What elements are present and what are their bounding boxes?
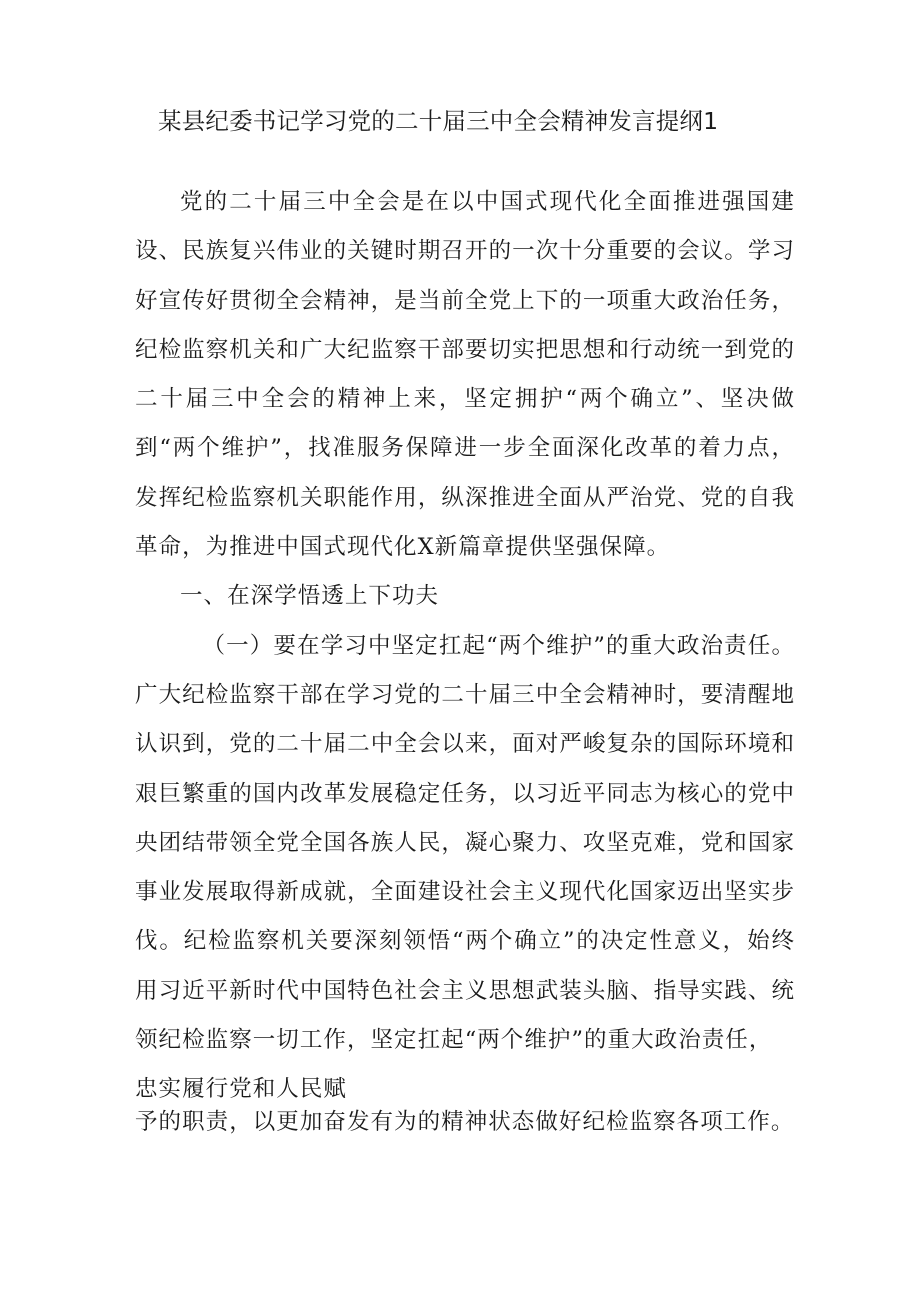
intro-paragraph: 党的二十届三中全会是在以中国式现代化全面推进强国建设、民族复兴伟业的关键时期召开的一次十分重要的会议。学习好宣传好贯彻全会精神，是当前全党上下的一项重大政治任务，纪检监察机关和广大纪监察干部要切实把思想和行动统一到党的二十届三中全会的精神上来，坚定拥护“两个确立”、坚决做到“两个维护”，找准服务保障进一步全面深化改革的着力点，发挥纪检监察机关职能作用，纵深推进全面从严治党、党的自我革命，为推进中国式现代化X新篇章提供坚强保障。 [135,189,795,561]
subsection-paragraph-1: （一）要在学习中坚定扛起“两个维护”的重大政治责任。广大纪检监察干部在学习党的二十届三中全会精神时，要清醒地认识到，党的二十届二中全会以来，面对严峻复杂的国际环境和艰巨繁重的国内改革发展稳定任务，以习近平同志为核心的党中央团结带领全党全国各族人民，凝心聚力、攻坚克难，党和国家事业发展取得新成就，全面建设社会主义现代化国家迈出坚实步伐。纪检监察机关要深刻领悟“两个确立”的决定性意义，始终用习近平新时代中国特色社会主义思想武装头脑、指导实践、统领纪检监察一切工作，坚定扛起“两个维护”的重大政治责任， [135,632,795,1054]
document-body [135,178,795,1139]
section-heading-1: 一、在深学悟透上下功夫 [180,583,440,610]
paragraph-final-line: 予的职责，以更加奋发有为的精神状态做好纪检监察各项工作。 [135,1109,795,1136]
document-title: 某县纪委书记学习党的二十届三中全会精神发言提纲1 [158,107,719,135]
paragraph-line-fragment: 忠实履行党和人民赋 [135,1076,347,1103]
